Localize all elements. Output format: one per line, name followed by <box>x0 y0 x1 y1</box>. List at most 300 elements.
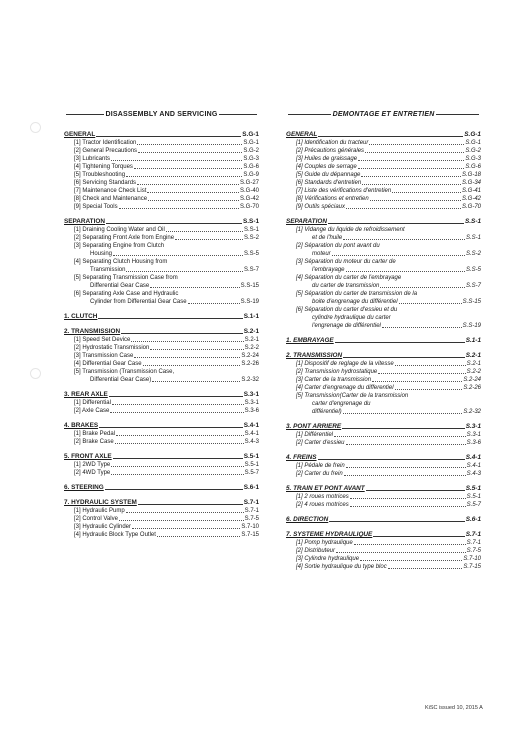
entry-label: [3] Lubricants <box>74 156 111 162</box>
entry-label: [4] Couples de serrage <box>296 164 357 170</box>
page-ref: S.4-1 <box>244 431 259 437</box>
toc-entry <box>286 539 481 547</box>
page-ref: S.S-2 <box>465 251 481 257</box>
section-heading <box>64 422 259 430</box>
entry-label: [5] Troubleshooting <box>74 172 126 178</box>
leader-dots <box>395 365 466 366</box>
leader-dots <box>119 208 239 209</box>
entry-label: [9] Outils spéciaux <box>296 204 346 210</box>
entry-label: [1] Brake Pedal <box>74 431 116 437</box>
header-rule <box>436 114 479 115</box>
page-ref: S.G-1 <box>464 131 481 138</box>
page-ref: S.S-1 <box>465 218 481 225</box>
toc-section <box>286 454 481 478</box>
page-ref: S.2-1 <box>243 328 259 335</box>
page-ref: S.3-1 <box>465 423 481 430</box>
entry-label: [1] Identification du tracteur <box>296 140 369 146</box>
section-title: 1. CLUTCH <box>64 313 98 320</box>
toc-entry <box>64 344 259 352</box>
toc-section <box>64 131 259 211</box>
section-title: 4. BRAKES <box>64 422 99 429</box>
entry-label: [2] Brake Case <box>74 439 114 445</box>
leader-line <box>318 459 465 460</box>
entry-label: [2] Transmission hydrostatique <box>296 369 378 375</box>
toc-entry <box>286 563 481 571</box>
toc-entry <box>286 179 481 187</box>
toc-entry <box>286 147 481 155</box>
leader-line <box>109 396 243 397</box>
page-ref: S.4-3 <box>244 439 259 445</box>
leader-dots <box>148 200 239 201</box>
leader-dots <box>336 552 466 553</box>
page-ref: S.S-1 <box>243 218 259 225</box>
toc-entry <box>64 203 259 211</box>
entry-label: boite d'engrenage du différentiel <box>312 299 398 305</box>
toc-entry <box>286 163 481 171</box>
entry-label: [5] Séparation du carter de transmission de la <box>296 291 418 297</box>
leader-dots <box>157 536 240 537</box>
entry-label: [5] Guide du dépannage <box>296 172 361 178</box>
leader-dots <box>362 184 461 185</box>
entry-label: [8] Check and Maintenance <box>74 196 148 202</box>
leader-dots <box>116 435 244 436</box>
page-ref: S.7-15 <box>241 532 259 538</box>
page-ref: S.2-2 <box>244 345 259 351</box>
entry-label: [7] Maintenance Check List <box>74 188 147 194</box>
page-ref: S.S-1 <box>465 235 481 241</box>
toc-column-english <box>64 111 259 546</box>
entry-label: Differential Gear Case <box>90 283 150 289</box>
leader-dots <box>344 475 466 476</box>
entry-label: Cylinder from Differential Gear Case <box>90 299 187 305</box>
leader-dots <box>132 528 240 529</box>
page-ref: S.S-15 <box>462 299 481 305</box>
page-ref: S.S-7 <box>243 267 259 273</box>
entry-label: [4] Tightening Torques <box>74 164 133 170</box>
page-ref: S.G-6 <box>243 164 259 170</box>
toc-entry <box>64 461 259 469</box>
page-ref: S.3-6 <box>244 408 259 414</box>
toc-entry <box>286 462 481 470</box>
leader-line <box>328 223 464 224</box>
page-ref: S.4-1 <box>465 454 481 461</box>
section-heading <box>64 391 259 399</box>
page-ref: S.S-2 <box>243 235 259 241</box>
entry-label: [4] Séparation du carter de l'embrayage <box>296 275 402 281</box>
toc-column-french <box>286 111 481 578</box>
section-heading <box>286 352 481 360</box>
toc-entry <box>64 399 259 407</box>
page-ref: S.2-1 <box>465 352 481 359</box>
section-heading <box>286 485 481 493</box>
entry-label: [8] Vérifications et entretien <box>296 196 369 202</box>
toc-entry <box>286 298 481 306</box>
page-ref: S.3-6 <box>466 440 481 446</box>
entry-label: [1] 2 roues motrices <box>296 494 349 500</box>
toc-section <box>64 422 259 446</box>
entry-label: [4] Separating Clutch Housing from <box>74 259 168 265</box>
leader-dots <box>111 160 242 161</box>
entry-label: [3] Separating Engine from Clutch <box>74 243 165 249</box>
entry-label: [4] Hydraulic Block Type Outlet <box>74 532 156 538</box>
leader-dots <box>334 436 466 437</box>
leader-dots <box>346 208 461 209</box>
page-ref: S.G-34 <box>461 180 481 186</box>
toc-entry <box>64 250 259 258</box>
section-title: 7. HYDRAULIC SYSTEM <box>64 499 137 506</box>
leader-dots <box>152 381 240 382</box>
entry-label: [1] Pédale de frein <box>296 463 345 469</box>
header-rule <box>219 114 257 115</box>
entry-label: [4] Carter d'engrenage du differentiel <box>296 385 394 391</box>
leader-line <box>138 504 243 505</box>
leader-dots <box>112 404 244 405</box>
toc-entry <box>64 430 259 438</box>
page-ref: S.G-70 <box>239 204 259 210</box>
entry-label: [1] Vidange du liquide de refroidissement <box>296 227 405 233</box>
page-ref: S.7-1 <box>465 531 481 538</box>
header-rule <box>288 114 331 115</box>
page-ref: S.G-18 <box>461 172 481 178</box>
toc-entry <box>286 187 481 195</box>
leader-dots <box>115 443 244 444</box>
toc-entry <box>64 266 259 274</box>
toc-entry <box>286 282 481 290</box>
toc-entry <box>64 376 259 384</box>
section-title: 1. EMBRAYAGE <box>286 337 334 344</box>
page-ref: S.G-3 <box>465 156 481 162</box>
page-ref: S.G-40 <box>239 188 259 194</box>
entry-label: différentiel) <box>312 409 342 415</box>
entry-label: carter d'engrenage du <box>312 401 371 407</box>
section-heading <box>286 131 481 139</box>
entry-label: Housing <box>90 251 113 257</box>
page-ref: S.5-1 <box>466 494 481 500</box>
entry-label: [1] Pomp hydraulique <box>296 540 353 546</box>
page-ref: S.3-1 <box>243 391 259 398</box>
leader-dots <box>399 303 462 304</box>
page-ref: S.7-5 <box>244 516 259 522</box>
leader-dots <box>392 192 461 193</box>
toc-entry <box>286 360 481 368</box>
toc-entry <box>286 322 481 330</box>
toc-entry <box>64 242 259 250</box>
leader-dots <box>134 357 240 358</box>
leader-line <box>366 490 465 491</box>
leader-dots <box>175 239 243 240</box>
toc-section <box>286 531 481 571</box>
page-ref: S.G-41 <box>461 188 481 194</box>
section-title: 4. FREINS <box>286 454 317 461</box>
leader-line <box>99 427 243 428</box>
page-ref: S.7-1 <box>244 508 259 514</box>
page-ref: S.2-2 <box>466 369 481 375</box>
toc-entry <box>286 306 481 314</box>
page-ref: S.7-1 <box>243 499 259 506</box>
toc-entry <box>286 171 481 179</box>
leader-line <box>105 489 243 490</box>
toc-section <box>286 423 481 447</box>
toc-entry <box>64 368 259 376</box>
entry-label: [2] Hydrostatic Transmission <box>74 345 150 351</box>
page-ref: S.5-7 <box>466 502 481 508</box>
binder-hole-mark <box>30 368 41 379</box>
toc-entry <box>64 290 259 298</box>
toc-entry <box>286 547 481 555</box>
column-title: DISASSEMBLY AND SERVICING <box>105 111 218 118</box>
entry-label: [2] Separating Front Axle from Engine <box>74 235 175 241</box>
leader-dots <box>346 271 465 272</box>
leader-line <box>373 536 464 537</box>
section-heading <box>64 218 259 226</box>
toc-entry <box>286 376 481 384</box>
leader-dots <box>138 152 242 153</box>
leader-line <box>113 458 243 459</box>
leader-dots <box>126 176 242 177</box>
page-ref: S.G-6 <box>465 164 481 170</box>
entry-label: [2] General Precautions <box>74 148 138 154</box>
section-title: 5. TRAIN ET PONT AVANT <box>286 485 365 492</box>
leader-line <box>121 333 243 334</box>
entry-label: [1] Differential <box>74 400 111 406</box>
page-ref: S.G-70 <box>461 204 481 210</box>
toc-entry <box>64 438 259 446</box>
page-ref: S.S-15 <box>240 283 259 289</box>
entry-label: [1] Tractor Identification <box>74 140 137 146</box>
entry-label: [4] Sortie hydraulique du type bloc <box>296 564 387 570</box>
toc-section <box>64 328 259 384</box>
toc-entry <box>64 298 259 306</box>
toc-section <box>64 218 259 306</box>
entry-label: [2] Carter du frein <box>296 471 343 477</box>
toc-entry <box>64 282 259 290</box>
leader-dots <box>126 271 243 272</box>
leader-line <box>343 357 465 358</box>
toc-entry <box>64 179 259 187</box>
leader-dots <box>332 255 465 256</box>
leader-dots <box>354 544 466 545</box>
toc-entry <box>64 523 259 531</box>
toc-entry <box>64 139 259 147</box>
toc-entry <box>64 147 259 155</box>
leader-dots <box>131 341 243 342</box>
section-heading <box>286 454 481 462</box>
section-title: 6. DIRECTION <box>286 516 329 523</box>
entry-label: cylindre hydraulique du carter <box>312 315 391 321</box>
toc-entry <box>64 234 259 242</box>
entry-label: [7] Liste des vérifications d'entretien <box>296 188 392 194</box>
toc-entry <box>64 360 259 368</box>
column-header-english <box>64 111 259 118</box>
leader-dots <box>150 349 243 350</box>
page-ref: S.G-1 <box>242 131 259 138</box>
entry-label: [1] Dispositif de reglage de la vitesse <box>296 361 394 367</box>
page-ref: S.S-7 <box>465 283 481 289</box>
entry-label: [3] Transmission Case <box>74 353 134 359</box>
toc-entry <box>286 226 481 234</box>
toc-sections <box>286 131 481 571</box>
page-ref: S.7-15 <box>463 564 481 570</box>
toc-entry <box>286 384 481 392</box>
entry-label: [3] Séparation du moteur du carter de <box>296 259 396 265</box>
binder-hole-mark <box>30 122 41 133</box>
toc-entry <box>64 187 259 195</box>
toc-section <box>64 499 259 539</box>
leader-line <box>106 223 242 224</box>
toc-entry <box>64 352 259 360</box>
page-ref: S.G-9 <box>243 172 259 178</box>
page-ref: S.1-1 <box>465 337 481 344</box>
section-heading <box>64 484 259 492</box>
page-ref: S.S-19 <box>462 323 481 329</box>
toc-section <box>286 337 481 345</box>
entry-label: [2] Carter d'essieu <box>296 440 345 446</box>
entry-label: du carter de transmission <box>312 283 380 289</box>
entry-label: [5] Separating Transmission Case from <box>74 275 178 281</box>
page-ref: S.2-26 <box>241 361 259 367</box>
entry-label: [3] Hydraulic Cylinder <box>74 524 132 530</box>
toc-entry <box>286 250 481 258</box>
section-title: 2. TRANSMISSION <box>286 352 343 359</box>
toc-entry <box>286 234 481 242</box>
leader-line <box>329 521 464 522</box>
leader-dots <box>370 200 461 201</box>
leader-line <box>335 342 465 343</box>
leader-dots <box>346 444 466 445</box>
toc-entry <box>286 439 481 447</box>
toc-entry <box>286 242 481 250</box>
toc-section <box>286 516 481 524</box>
issue-footer: KiSC issued 10, 2015 A <box>425 705 483 711</box>
leader-dots <box>166 231 243 232</box>
leader-dots <box>110 412 243 413</box>
toc-entry <box>64 336 259 344</box>
leader-line <box>318 136 463 137</box>
entry-label: et de l'huile <box>312 235 343 241</box>
toc-entry <box>64 274 259 282</box>
entry-label: [2] Axle Case <box>74 408 110 414</box>
section-heading <box>286 423 481 431</box>
page-ref: S.4-1 <box>243 422 259 429</box>
entry-label: Differential Gear Case) <box>90 377 152 383</box>
page-ref: S.2-24 <box>241 353 259 359</box>
leader-dots <box>147 192 239 193</box>
leader-dots <box>360 560 462 561</box>
page-ref: S.3-1 <box>244 400 259 406</box>
entry-label: [4] Differential Gear Case <box>74 361 142 367</box>
toc-section <box>286 352 481 416</box>
entry-label: moteur <box>312 251 331 257</box>
entry-label: [2] Séparation du pont avant du <box>296 243 380 249</box>
page-ref: S.5-1 <box>243 453 259 460</box>
column-title: DEMONTAGE ET ENTRETIEN <box>332 111 435 118</box>
leader-dots <box>358 160 464 161</box>
toc-section <box>286 131 481 211</box>
section-title: SEPARATION <box>286 218 327 225</box>
section-heading <box>64 328 259 336</box>
leader-dots <box>137 184 239 185</box>
section-heading <box>64 499 259 507</box>
section-title: 5. FRONT AXLE <box>64 453 112 460</box>
entry-label: [2] 4 roues motrices <box>296 502 349 508</box>
page-ref: S.7-10 <box>241 524 259 530</box>
toc-section <box>64 313 259 321</box>
toc-entry <box>286 431 481 439</box>
entry-label: l'embrayage <box>312 267 345 273</box>
leader-dots <box>134 168 242 169</box>
entry-label: [1] 2WD Type <box>74 462 111 468</box>
section-heading <box>64 313 259 321</box>
leader-dots <box>111 474 243 475</box>
leader-dots <box>350 498 466 499</box>
page-ref: S.G-27 <box>239 180 259 186</box>
leader-dots <box>343 239 465 240</box>
section-title: 7. SYSTEME HYDRAULIQUE <box>286 531 373 538</box>
section-title: 3. PONT ARRIERE <box>286 423 342 430</box>
leader-dots <box>395 389 463 390</box>
entry-label: [6] Standards d'entretien <box>296 180 362 186</box>
toc-entry <box>286 493 481 501</box>
page-ref: S.S-5 <box>465 267 481 273</box>
page-ref: S.2-1 <box>466 361 481 367</box>
toc-entry <box>286 155 481 163</box>
leader-dots <box>382 327 462 328</box>
page-ref: S.7-1 <box>466 540 481 546</box>
page-ref: S.4-3 <box>466 471 481 477</box>
toc-entry-continuation <box>286 400 481 408</box>
toc-section <box>286 485 481 509</box>
section-heading <box>286 516 481 524</box>
page-ref: S.4-1 <box>466 463 481 469</box>
page-ref: S.5-7 <box>244 470 259 476</box>
leader-line <box>96 136 241 137</box>
leader-dots <box>358 168 465 169</box>
entry-label: [3] Carter de la transmission <box>296 377 372 383</box>
page-ref: S.1-1 <box>243 313 259 320</box>
page-ref: S.5-1 <box>465 485 481 492</box>
section-heading <box>286 218 481 226</box>
toc-entry <box>64 226 259 234</box>
leader-dots <box>350 506 466 507</box>
leader-dots <box>111 466 243 467</box>
toc-entry <box>286 555 481 563</box>
toc-entry <box>286 274 481 282</box>
toc-entry <box>286 203 481 211</box>
page-ref: S.2-32 <box>463 409 481 415</box>
section-title: SEPARATION <box>64 218 105 225</box>
leader-dots <box>380 287 465 288</box>
toc-entry <box>64 531 259 539</box>
page-ref: S.2-26 <box>463 385 481 391</box>
page-ref: S.G-2 <box>465 148 481 154</box>
section-title: 3. REAR AXLE <box>64 391 108 398</box>
leader-dots <box>372 381 462 382</box>
page-ref: S.G-3 <box>243 156 259 162</box>
page-ref: S.G-1 <box>465 140 481 146</box>
section-title: GENERAL <box>64 131 96 138</box>
toc-entry <box>286 408 481 416</box>
page-ref: S.G-42 <box>239 196 259 202</box>
section-heading <box>64 453 259 461</box>
toc-entry <box>64 515 259 523</box>
toc-entry <box>286 470 481 478</box>
toc-entry <box>64 507 259 515</box>
leader-dots <box>137 144 242 145</box>
toc-section <box>286 218 481 330</box>
header-rule <box>66 114 104 115</box>
entry-label: [1] Hydraulic Pump <box>74 508 125 514</box>
leader-dots <box>143 365 241 366</box>
